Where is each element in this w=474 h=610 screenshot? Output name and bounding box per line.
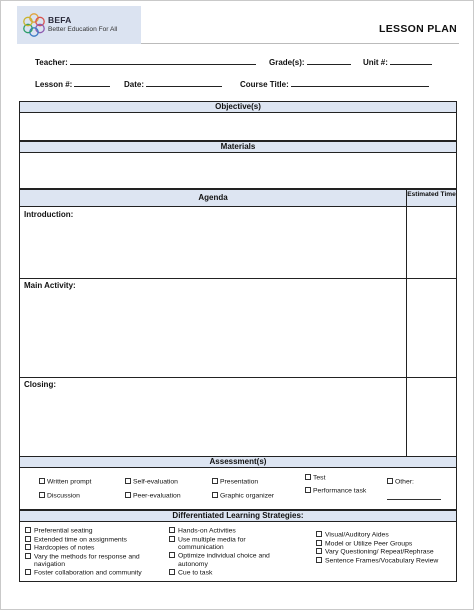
grades-label: Grade(s): — [269, 58, 305, 67]
grades-field[interactable] — [269, 57, 351, 67]
course-title-blank[interactable] — [291, 79, 429, 87]
checkbox-icon[interactable] — [25, 569, 31, 575]
logo-tagline: Better Education For All — [48, 26, 118, 33]
lesson-number-field[interactable] — [35, 79, 110, 89]
checkbox-icon[interactable] — [387, 478, 393, 484]
checkbox-icon[interactable] — [212, 478, 218, 484]
test-option[interactable]: Test — [305, 474, 325, 482]
checkbox-icon[interactable] — [25, 527, 31, 533]
introduction-time-box[interactable] — [406, 207, 457, 279]
checkbox-icon[interactable] — [305, 487, 311, 493]
logo — [17, 6, 141, 44]
date-blank[interactable] — [146, 79, 222, 87]
estimated-time-header: Estimated Time — [406, 189, 457, 207]
checkbox-icon[interactable] — [169, 536, 175, 542]
self-evaluation-option[interactable]: Self-evaluation — [125, 478, 178, 486]
discussion-option[interactable]: Discussion — [39, 492, 80, 500]
checkbox-icon[interactable] — [169, 527, 175, 533]
strategy-item[interactable]: Sentence Frames/Vocabulary Review — [316, 557, 444, 566]
strategy-column-3 — [316, 531, 454, 565]
checkbox-icon[interactable] — [39, 478, 45, 484]
presentation-option[interactable]: Presentation — [212, 478, 258, 486]
checkbox-icon[interactable] — [316, 531, 322, 537]
befa-logo-icon — [20, 11, 48, 39]
teacher-label: Teacher: — [35, 58, 68, 67]
checkbox-icon[interactable] — [125, 492, 131, 498]
strategy-item[interactable]: Foster collaboration and community — [25, 569, 165, 578]
checkbox-icon[interactable] — [125, 478, 131, 484]
other-option[interactable]: Other: — [387, 478, 414, 486]
lesson-number-label: Lesson #: — [35, 80, 73, 89]
peer-evaluation-option[interactable]: Peer-evaluation — [125, 492, 181, 500]
checkbox-icon[interactable] — [25, 544, 31, 550]
course-title-label: Course Title: — [240, 80, 289, 89]
checkbox-icon[interactable] — [25, 553, 31, 559]
logo-name: BEFA — [48, 15, 72, 25]
main-activity-time-box[interactable] — [406, 278, 457, 378]
checkbox-icon[interactable] — [305, 474, 311, 480]
unit-blank[interactable] — [390, 57, 432, 65]
strategy-item[interactable]: Model or Utilize Peer Groups — [316, 540, 454, 549]
closing-time-box[interactable] — [406, 377, 457, 457]
header-divider — [141, 43, 459, 44]
objectives-header: Objective(s) — [19, 101, 457, 113]
written-prompt-option[interactable]: Written prompt — [39, 478, 91, 486]
course-title-field[interactable] — [240, 79, 429, 89]
page-title: LESSON PLAN — [379, 23, 457, 35]
graphic-organizer-option[interactable]: Graphic organizer — [212, 492, 274, 500]
performance-task-option[interactable]: Performance task — [305, 487, 371, 496]
strategy-item[interactable]: Optimize individual choice and autonomy — [169, 552, 289, 569]
strategy-column-1 — [25, 527, 165, 578]
date-label: Date: — [124, 80, 145, 89]
unit-label: Unit #: — [363, 58, 388, 67]
strategy-item[interactable]: Cue to task — [169, 569, 301, 578]
teacher-field[interactable] — [35, 57, 256, 67]
objectives-box[interactable] — [19, 113, 457, 141]
strategy-item[interactable]: Extended time on assignments — [25, 536, 165, 545]
strategy-column-2 — [169, 527, 301, 577]
checkbox-icon[interactable] — [212, 492, 218, 498]
strategy-item[interactable]: Visual/Auditory Aides — [316, 531, 454, 540]
grades-blank[interactable] — [307, 57, 351, 65]
strategy-item[interactable]: Vary the methods for response and navigation — [25, 553, 161, 570]
checkbox-icon[interactable] — [39, 492, 45, 498]
introduction-box[interactable] — [19, 207, 407, 279]
materials-header: Materials — [19, 141, 457, 153]
main-activity-label: Main Activity: — [24, 281, 76, 290]
main-activity-box[interactable] — [19, 278, 407, 378]
checkbox-icon[interactable] — [316, 557, 322, 563]
strategy-item[interactable]: Vary Questioning/ Repeat/Rephrase — [316, 548, 454, 557]
strategy-item[interactable]: Hardcopies of notes — [25, 544, 165, 553]
agenda-header: Agenda — [19, 189, 407, 207]
teacher-blank[interactable] — [70, 57, 256, 65]
checkbox-icon[interactable] — [316, 548, 322, 554]
strategy-item[interactable]: Preferential seating — [25, 527, 165, 536]
assessments-box — [19, 468, 457, 510]
materials-box[interactable] — [19, 153, 457, 189]
checkbox-icon[interactable] — [169, 569, 175, 575]
assessments-header: Assessment(s) — [19, 456, 457, 468]
checkbox-icon[interactable] — [169, 552, 175, 558]
strategy-item[interactable]: Use multiple media for communication — [169, 536, 289, 553]
checkbox-icon[interactable] — [25, 536, 31, 542]
strategy-item[interactable]: Hands-on Activities — [169, 527, 301, 536]
date-field[interactable] — [124, 79, 222, 89]
other-blank[interactable] — [387, 494, 441, 502]
closing-label: Closing: — [24, 380, 56, 389]
strategies-header: Differentiated Learning Strategies: — [19, 510, 457, 522]
introduction-label: Introduction: — [24, 210, 74, 219]
lesson-number-blank[interactable] — [74, 79, 110, 87]
checkbox-icon[interactable] — [316, 540, 322, 546]
unit-field[interactable] — [363, 57, 432, 67]
closing-box[interactable] — [19, 377, 407, 457]
